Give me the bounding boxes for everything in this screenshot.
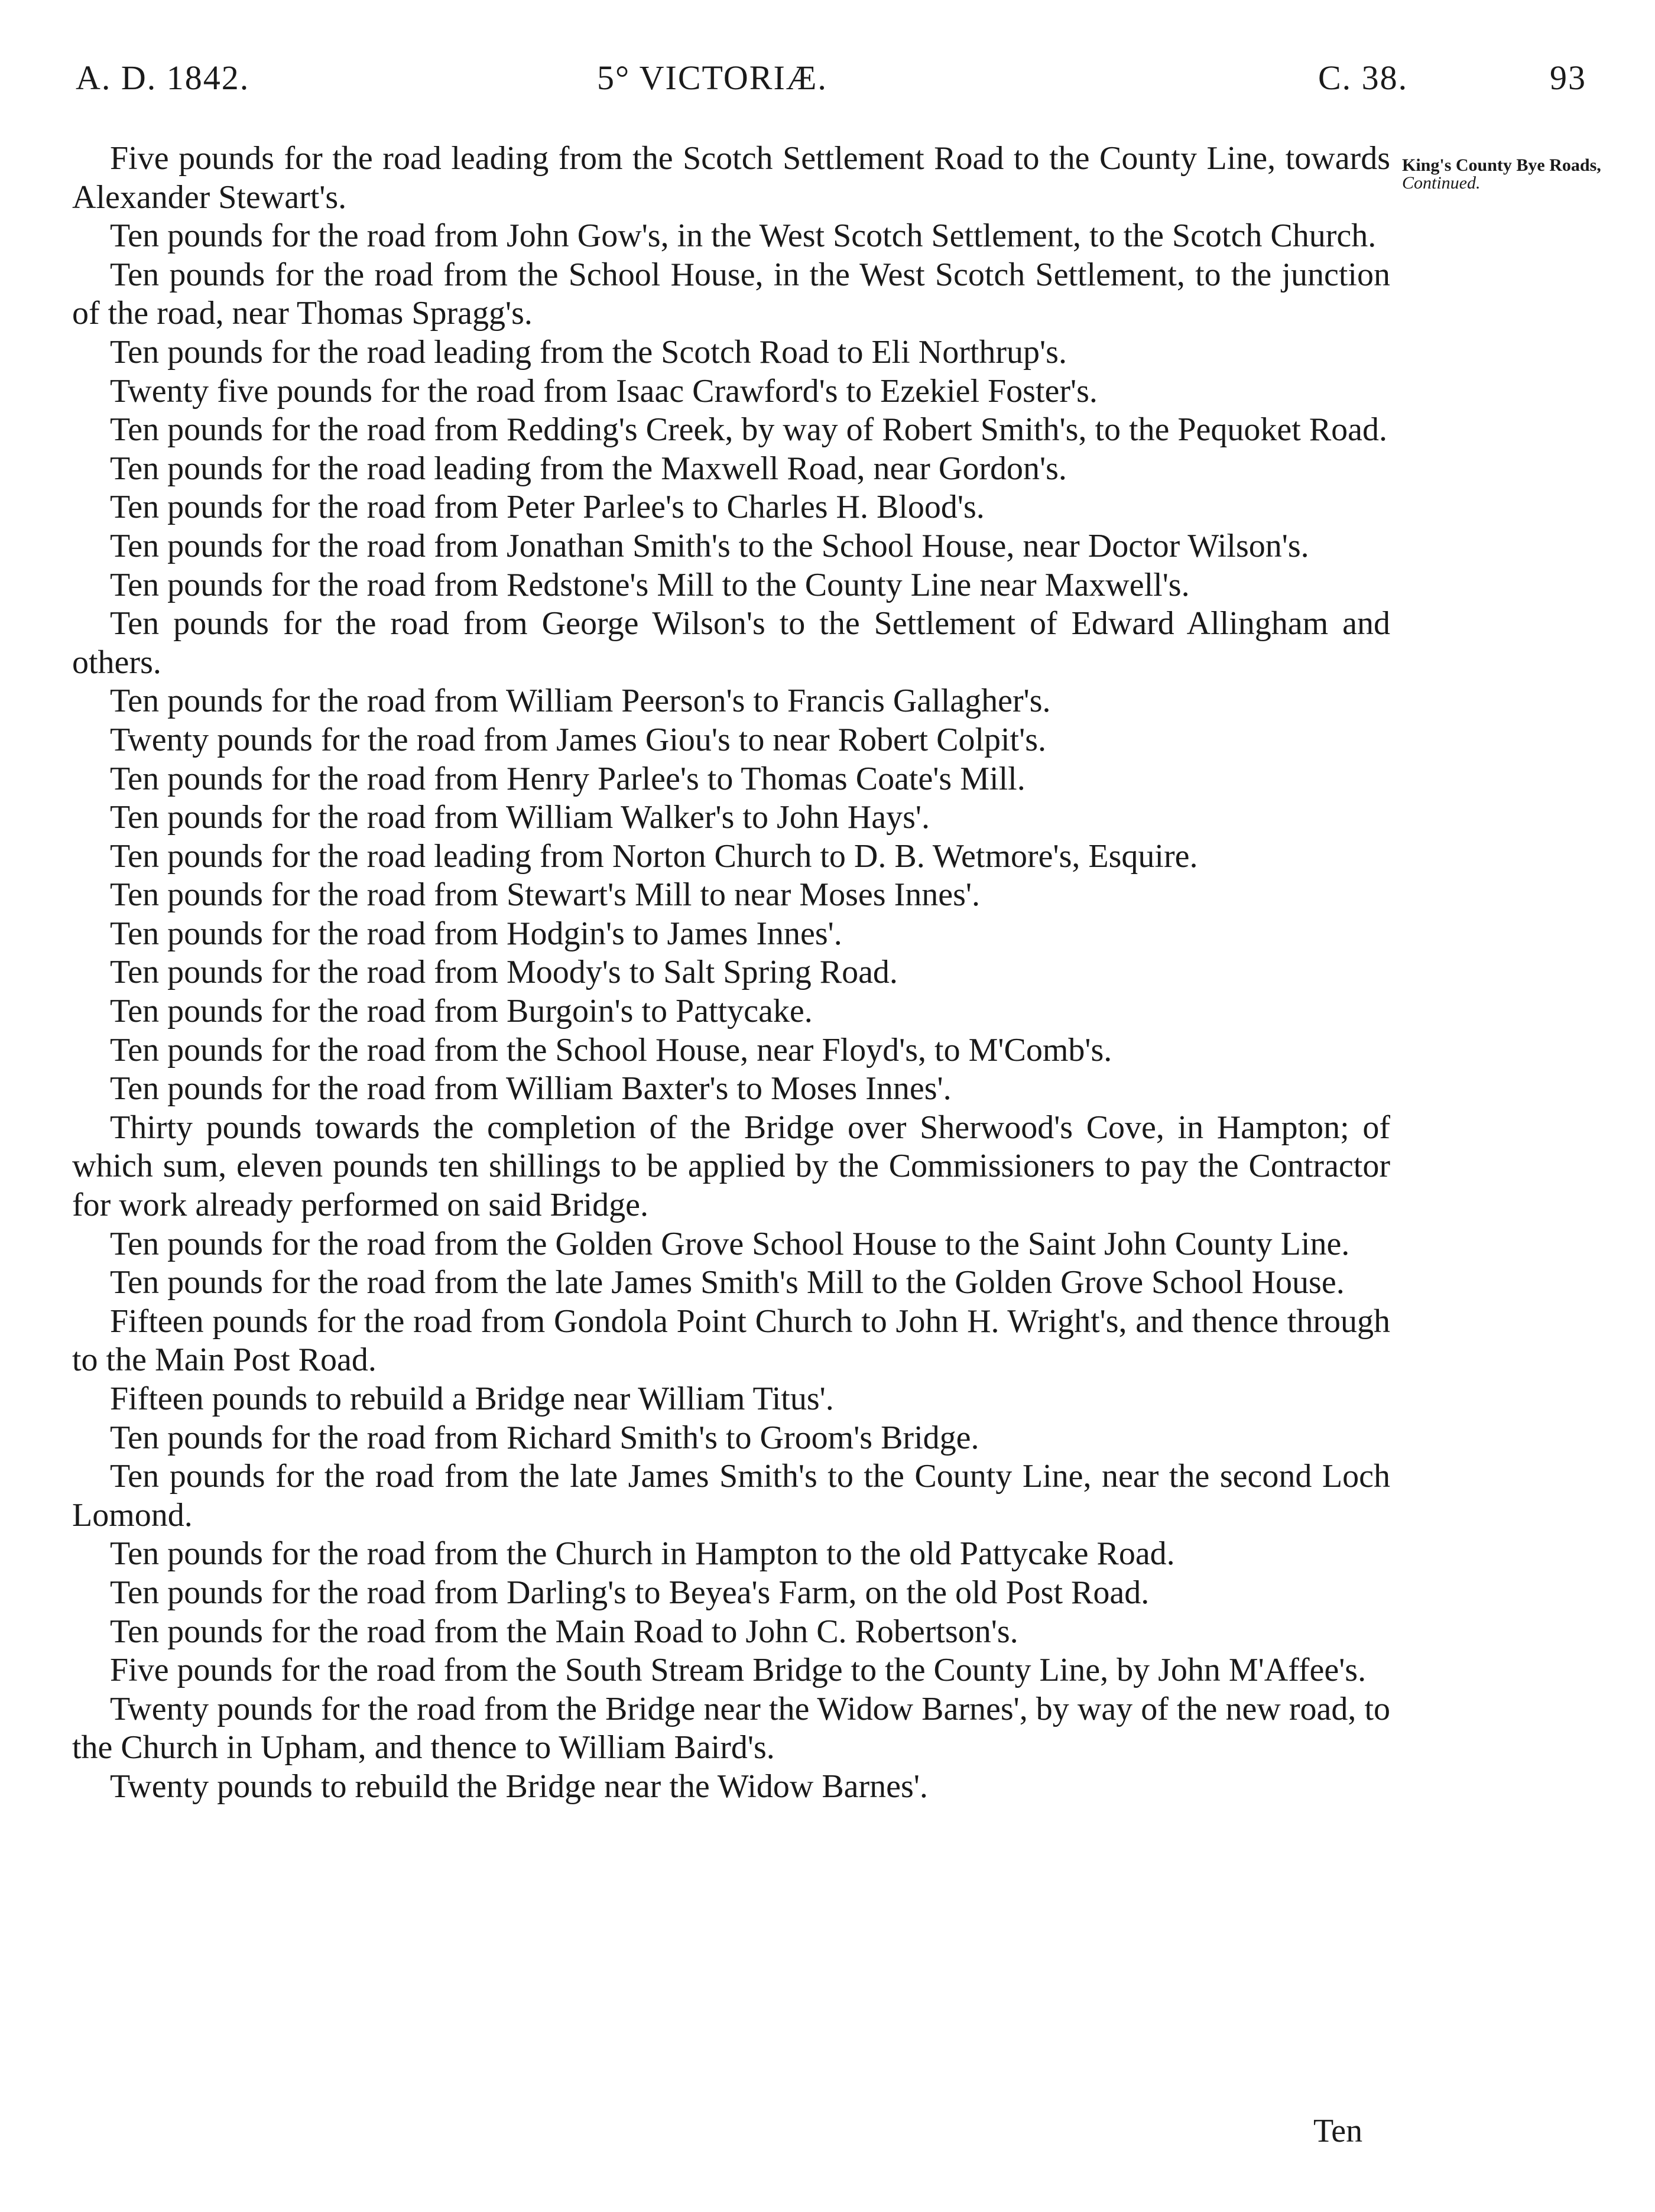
appropriation-paragraph: Ten pounds for the road from the Golden Grove School House to the Saint John County Line. [110, 1225, 1350, 1262]
margin-note [1402, 157, 1627, 192]
appropriation-paragraph: Ten pounds for the road from Hodgin's to James Innes'. [110, 915, 842, 952]
appropriation-paragraph: Ten pounds for the road from John Gow's, in the West Scotch Settlement, to the Scotch Church. [110, 217, 1377, 255]
appropriation-paragraph: Ten pounds for the road from the School House, near Floyd's, to M'Comb's. [110, 1031, 1112, 1068]
appropriation-paragraph: Thirty pounds towards the completion of the Bridge over Sherwood's Cove, in Hampton; of which sum, eleven pounds ten shillings to be applied by the Commissioners to pay the Contractor for work already performed on said Bridge. [72, 1109, 1390, 1224]
header-chapter: C. 38. [1318, 59, 1409, 97]
appropriation-paragraph: Ten pounds for the road from Henry Parlee's to Thomas Coate's Mill. [110, 760, 1026, 797]
appropriation-paragraph: Twenty five pounds for the road from Isaac Crawford's to Ezekiel Foster's. [110, 372, 1098, 410]
appropriation-paragraph: Twenty pounds for the road from James Giou's to near Robert Colpit's. [110, 721, 1046, 758]
appropriation-paragraph: Ten pounds for the road from the late James Smith's to the County Line, near the second Loch Lomond. [72, 1458, 1390, 1534]
appropriation-paragraph: Ten pounds for the road from William Peerson's to Francis Gallagher's. [110, 683, 1051, 720]
header-regnal-year: 5° VICTORIÆ. [597, 59, 828, 97]
page-number: 93 [1550, 59, 1586, 97]
appropriation-paragraph: Ten pounds for the road leading from the Scotch Road to Eli Northrup's. [110, 333, 1067, 371]
appropriation-paragraph: Ten pounds for the road from William Baxter's to Moses Innes'. [110, 1070, 952, 1107]
appropriation-paragraph: Ten pounds for the road from the School House, in the West Scotch Settlement, to the junction of the road, near Thomas Spragg's. [72, 256, 1390, 332]
appropriation-paragraph: Ten pounds for the road from Richard Smith's to Groom's Bridge. [110, 1419, 979, 1456]
appropriation-paragraph: Ten pounds for the road from Redding's Creek, by way of Robert Smith's, to the Pequoket Road. [110, 411, 1388, 449]
appropriation-paragraph: Fifteen pounds to rebuild a Bridge near William Titus'. [110, 1381, 834, 1417]
appropriation-paragraph: Ten pounds for the road from the Church in Hampton to the old Pattycake Road. [110, 1535, 1175, 1573]
margin-note-continued: Continued. [1402, 173, 1481, 193]
appropriation-paragraph: Ten pounds for the road from Peter Parlee's to Charles H. Blood's. [110, 489, 985, 526]
appropriation-paragraph: Ten pounds for the road from Stewart's Mill to near Moses Innes'. [110, 876, 980, 914]
catchword: Ten [1313, 2113, 1363, 2149]
margin-note-title: King's County Bye Roads, [1402, 155, 1601, 175]
appropriation-paragraph: Ten pounds for the road from Darling's to Beyea's Farm, on the old Post Road. [110, 1574, 1150, 1611]
appropriation-paragraph: Ten pounds for the road leading from Norton Church to D. B. Wetmore's, Esquire. [110, 837, 1198, 875]
body-text [72, 139, 1390, 1807]
appropriation-paragraph: Ten pounds for the road from George Wilson's to the Settlement of Edward Allingham and others. [72, 605, 1390, 681]
appropriation-paragraph: Fifteen pounds for the road from Gondola Point Church to John H. Wright's, and thence through to the Main Post Road. [72, 1302, 1390, 1379]
header-year: A. D. 1842. [76, 59, 250, 97]
appropriation-paragraph: Ten pounds for the road leading from the Maxwell Road, near Gordon's. [110, 450, 1067, 487]
appropriation-paragraph: Five pounds for the road leading from the Scotch Settlement Road to the County Line, towards Alexander Stewart's. [72, 140, 1390, 216]
appropriation-paragraph: Ten pounds for the road from the Main Road to John C. Robertson's. [110, 1613, 1018, 1650]
appropriation-paragraph: Ten pounds for the road from William Walker's to John Hays'. [110, 799, 930, 836]
running-header [0, 58, 1655, 105]
appropriation-paragraph: Ten pounds for the road from Jonathan Smith's to the School House, near Doctor Wilson's. [110, 527, 1309, 564]
appropriation-paragraph: Ten pounds for the road from Burgoin's to Pattycake. [110, 993, 813, 1030]
appropriation-paragraph: Ten pounds for the road from Redstone's Mill to the County Line near Maxwell's. [110, 566, 1190, 603]
appropriation-paragraph: Ten pounds for the road from the late James Smith's Mill to the Golden Grove School House. [110, 1264, 1345, 1301]
appropriation-paragraph: Ten pounds for the road from Moody's to Salt Spring Road. [110, 954, 898, 991]
appropriation-paragraph: Twenty pounds to rebuild the Bridge near the Widow Barnes'. [110, 1768, 928, 1805]
appropriation-paragraph: Five pounds for the road from the South Stream Bridge to the County Line, by John M'Affee's. [110, 1652, 1367, 1689]
appropriation-paragraph: Twenty pounds for the road from the Bridge near the Widow Barnes', by way of the new road, to the Church in Upham, and thence to William Baird's. [72, 1690, 1390, 1766]
